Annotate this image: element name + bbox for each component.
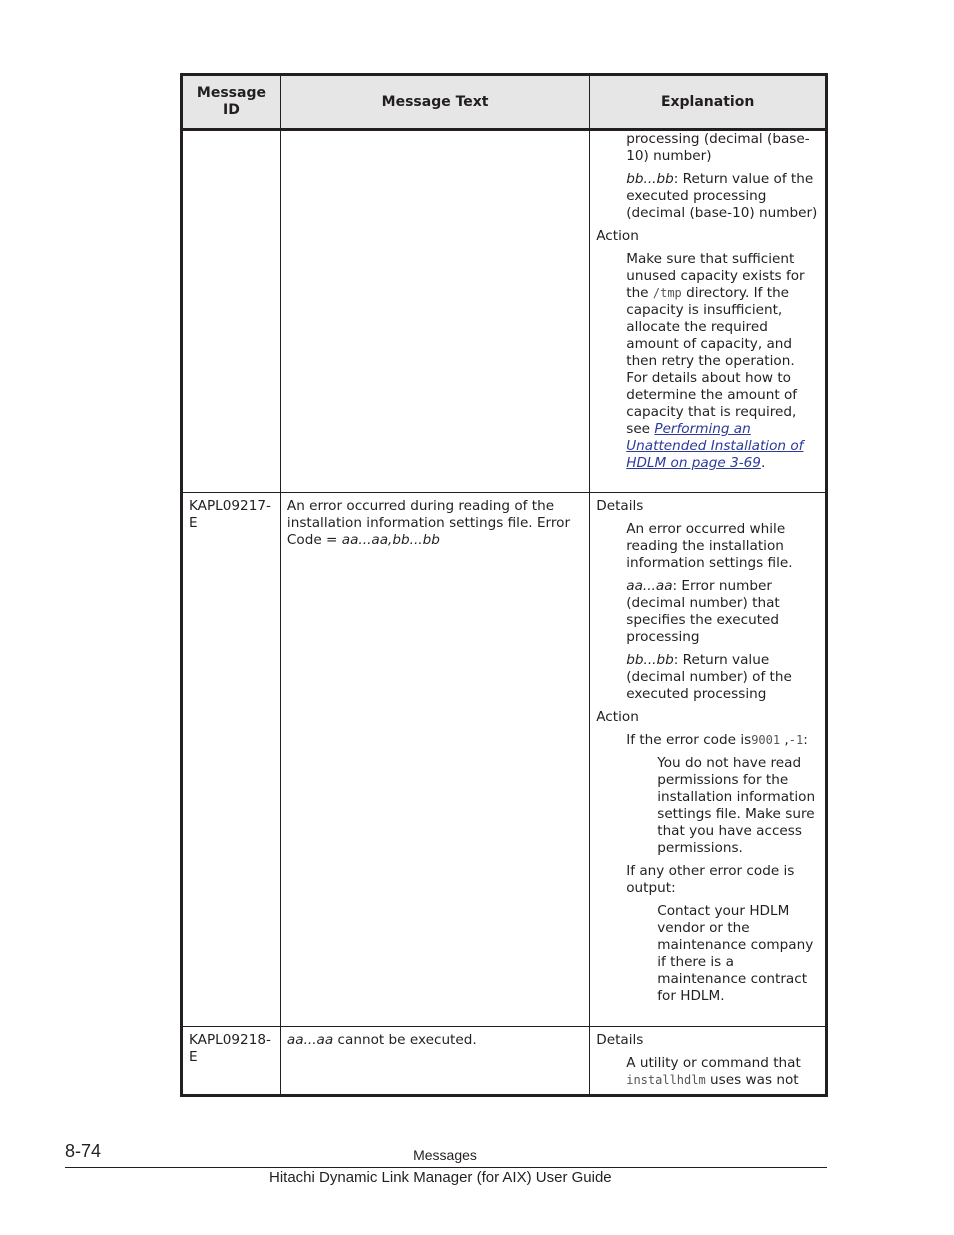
message-text-cell (280, 130, 589, 493)
message-text-cell: An error occurred during reading of the installation information settings file. Error Code = aa...aa,bb...bb (280, 493, 589, 1027)
explanation-paragraph: bb...bb: Return value of the executed processing (decimal (base-10) number) (626, 171, 818, 221)
message-id-cell (182, 130, 281, 493)
explanation-paragraph: processing (decimal (base-10) number) (626, 131, 810, 164)
explanation-paragraph: If the error code is9001 ,-1: (626, 732, 808, 748)
explanation-paragraph: An error occurred while reading the installation information settings file. (626, 521, 793, 571)
explanation-subparagraph: You do not have read permissions for the installation information settings file. Make sure that you have access permissions. (657, 755, 816, 856)
table-row (182, 130, 827, 493)
explanation-paragraph: A utility or command that installhdlm uses was not (626, 1055, 801, 1088)
table-row (182, 1027, 827, 1096)
table-row (182, 493, 827, 1027)
messages-table (180, 73, 828, 1097)
details-heading: Details (596, 1032, 644, 1048)
header-explanation: Explanation (590, 75, 827, 130)
page-number: 8-74 (65, 1141, 102, 1161)
explanation-cell (590, 1027, 827, 1096)
explanation-subparagraph: Contact your HDLM vendor or the maintenance company if there is a maintenance contract for HDLM. (657, 903, 814, 1004)
message-id-cell: KAPL09217-E (182, 493, 281, 1027)
explanation-paragraph: If any other error code is output: (626, 863, 795, 896)
footer-divider (65, 1167, 827, 1168)
action-heading: Action (596, 709, 639, 725)
header-message-id: Message ID (182, 75, 281, 130)
explanation-cell (590, 493, 827, 1027)
footer-book-title: Hitachi Dynamic Link Manager (for AIX) User Guide (269, 1169, 612, 1186)
action-heading: Action (596, 228, 639, 244)
message-text-cell: aa...aa cannot be executed. (280, 1027, 589, 1096)
message-id-cell: KAPL09218-E (182, 1027, 281, 1096)
details-heading: Details (596, 498, 644, 514)
footer-section-title: Messages (413, 1147, 477, 1163)
explanation-paragraph: Make sure that sufficient unused capacity exists for the /tmp directory. If the capacity is insufficient, allocate the required amount of capacity, and then retry the operation. For details about how to determine the amount of capacity that is required, see Performing an Unattended Installation of HDLM on page 3-69. (626, 251, 805, 471)
table-header-row (182, 75, 827, 130)
explanation-cell (590, 130, 827, 493)
cross-reference-link[interactable]: Performing an Unattended Installation of HDLM on page 3-69 (626, 421, 804, 471)
header-message-text: Message Text (280, 75, 589, 130)
explanation-paragraph: bb...bb: Return value (decimal number) of the executed processing (626, 652, 792, 702)
explanation-paragraph: aa...aa: Error number (decimal number) that specifies the executed processing (626, 578, 780, 645)
